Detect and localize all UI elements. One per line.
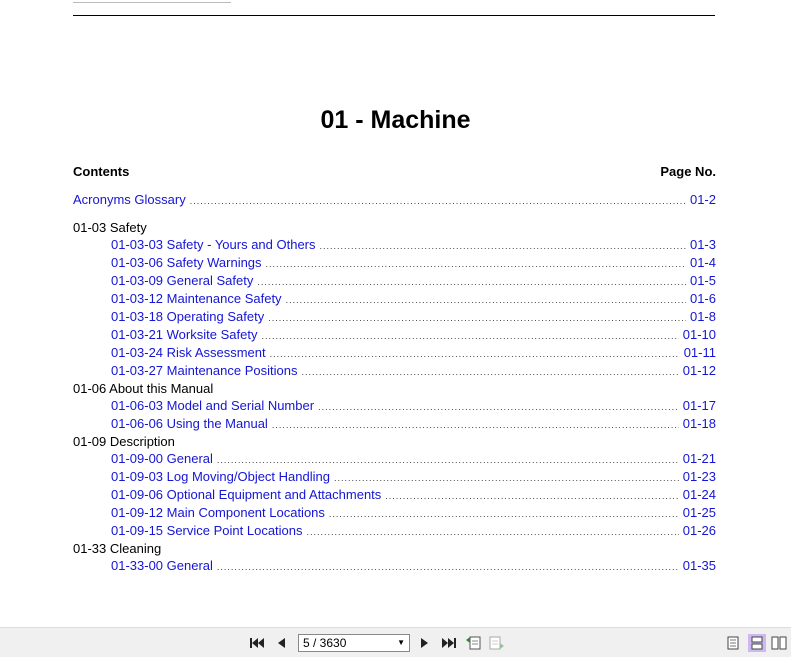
toc-section-heading: 01-06 About this Manual [73,381,214,396]
page-indicator: 5 / 3630 [303,635,347,650]
toc-entry-label: Acronyms Glossary [73,192,186,207]
toc-entry-page: 01-4 [689,255,716,270]
page-number-select[interactable] [298,634,410,652]
toc-entry-label: 01-03-27 Maintenance Positions [111,363,298,378]
leader-dots [334,473,679,483]
toc-entry-page: 01-18 [682,416,716,431]
leader-dots [286,295,686,305]
toc-section-heading: 01-09 Description [73,434,175,449]
header-rule [73,15,715,16]
last-page-icon[interactable] [440,634,458,652]
toc-entry[interactable] [73,327,716,345]
continuous-view-icon[interactable] [748,634,766,652]
leader-dots [385,491,678,501]
toc-entry-page: 01-6 [689,291,716,306]
toc-entry-page: 01-26 [682,523,716,538]
toc-entry-label: 01-03-06 Safety Warnings [111,255,262,270]
toc-entry[interactable] [73,309,716,327]
page-title: 01 - Machine [320,106,471,134]
leader-dots [257,277,686,287]
leader-dots [190,196,686,206]
chevron-down-icon: ▼ [397,638,405,647]
toc-entry-label: 01-09-03 Log Moving/Object Handling [111,469,330,484]
toc-entry[interactable] [73,291,716,309]
toc-entry-label: 01-03-24 Risk Assessment [111,345,266,360]
toc-entry-page: 01-25 [682,505,716,520]
toc-entry[interactable] [73,345,716,363]
toc-entry[interactable] [73,398,716,416]
toc-sections [73,220,716,576]
toc-entry[interactable] [73,505,716,523]
toc-entry[interactable] [73,255,716,273]
toc-section-heading: 01-03 Safety [73,220,147,235]
toc-entry-label: 01-03-21 Worksite Safety [111,327,258,342]
page-no-heading: Page No. [660,164,716,179]
leader-dots [268,313,686,323]
toc-entry-label: 01-03-12 Maintenance Safety [111,291,282,306]
toc-entry-page: 01-3 [689,237,716,252]
leader-dots [217,455,679,465]
toc-entry-label: 01-09-00 General [111,451,213,466]
toc-entry-page: 01-10 [682,327,716,342]
first-page-icon[interactable] [248,634,266,652]
toc-entry-page: 01-17 [682,398,716,413]
contents-heading: Contents [73,164,130,179]
leader-dots [329,509,679,519]
toc-entry[interactable] [73,487,716,505]
leader-dots [307,527,679,537]
toc-entry-page: 01-21 [682,451,716,466]
leader-dots [301,367,678,377]
toc-entry-page: 01-11 [683,345,716,360]
toc-entry-label: 01-09-12 Main Component Locations [111,505,325,520]
two-page-view-icon[interactable] [770,634,788,652]
leader-dots [272,420,679,430]
toc-entry-label: 01-03-09 General Safety [111,273,254,288]
prev-page-icon[interactable] [272,634,290,652]
toc-section-heading: 01-33 Cleaning [73,541,162,556]
leader-dots [266,259,686,269]
table-of-contents [73,192,716,576]
toc-entry[interactable] [73,469,716,487]
single-page-view-icon[interactable] [724,634,742,652]
toc-entry-label: 01-09-15 Service Point Locations [111,523,303,538]
toc-entry[interactable] [73,451,716,469]
toc-entry[interactable] [73,416,716,434]
toc-entry-label: 01-09-06 Optional Equipment and Attachments [111,487,382,502]
toc-entry-page: 01-2 [689,192,716,207]
top-tab-edge [73,0,231,3]
toc-entry[interactable] [73,363,716,381]
toc-entry-glossary[interactable] [73,192,716,210]
toc-entry-page: 01-23 [682,469,716,484]
viewer-toolbar [0,627,791,657]
toc-entry[interactable] [73,523,716,541]
go-back-view-icon[interactable] [464,634,482,652]
go-forward-view-icon[interactable] [488,634,506,652]
toc-entry-page: 01-12 [682,363,716,378]
leader-dots [320,241,686,251]
toc-entry[interactable] [73,237,716,255]
toc-entry-label: 01-06-03 Model and Serial Number [111,398,315,413]
toc-entry-label: 01-06-06 Using the Manual [111,416,268,431]
leader-dots [261,331,678,341]
toc-entry-label: 01-03-03 Safety - Yours and Others [111,237,316,252]
toc-entry-page: 01-35 [682,558,716,573]
next-page-icon[interactable] [416,634,434,652]
toc-entry[interactable] [73,273,716,291]
toc-entry-page: 01-24 [682,487,716,502]
toc-entry[interactable] [73,558,716,576]
leader-dots [270,349,680,359]
toc-entry-page: 01-8 [689,309,716,324]
toc-entry-label: 01-03-18 Operating Safety [111,309,265,324]
toc-entry-page: 01-5 [689,273,716,288]
leader-dots [217,562,679,572]
toc-entry-label: 01-33-00 General [111,558,213,573]
leader-dots [318,402,679,412]
